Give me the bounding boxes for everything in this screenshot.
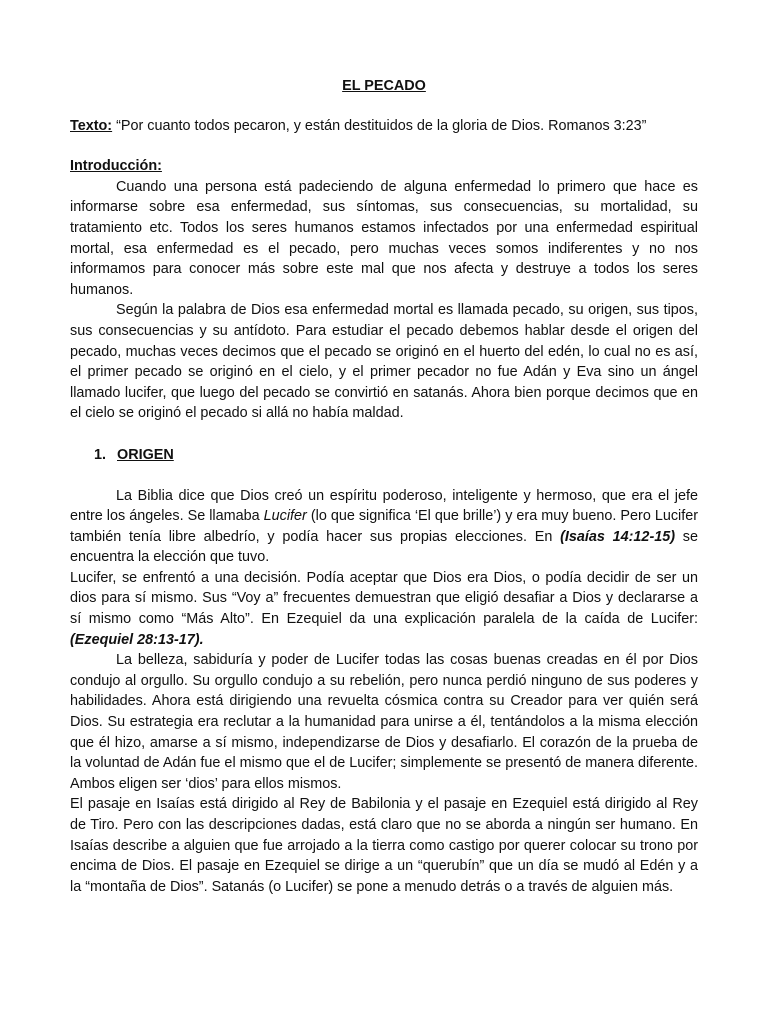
origen-paragraph-2 <box>70 568 698 650</box>
isaias-reference: (Isaías 14:12-15) <box>560 528 676 545</box>
texto-label: Texto: <box>70 117 113 134</box>
origen-paragraph-1 <box>70 486 698 568</box>
introduccion-label: Introducción: <box>70 158 162 175</box>
document-title: EL PECADO <box>342 78 426 94</box>
ezequiel-reference: (Ezequiel 28:13-17). <box>70 631 204 648</box>
origen-p1-text-b: (lo que significa ‘El que brille’) y era muy bueno. Pero Lucifer también tenía libre albedrío, y podía hacer sus propias elecciones. En <box>70 508 699 545</box>
section-heading-origen <box>94 445 698 466</box>
section-title: ORIGEN <box>117 446 174 463</box>
origen-p2-text: Lucifer, se enfrentó a una decisión. Podía aceptar que Dios era Dios, o podía decidir de ser un dios para sí mismo. Sus “Voy a” frecuentes demuestran que eligió desafiar a Dios y declararse a sí mismo como “Más Alto”. En Ezequiel da una explicación paralela de la caída de Lucifer: <box>70 569 698 628</box>
intro-paragraph-1: Cuando una persona está padeciendo de alguna enfermedad lo primero que hace es informarse sobre esa enfermedad, sus síntomas, sus consecuencias, su mortalidad, su tratamiento etc. Todos los seres humanos estamos infectados por una enfermedad espiritual mortal, esa enfermedad es el pecado, pero muchas veces somos indiferentes y no nos informamos para conocer más sobre este mal que nos afecta y destruye a todos los seres humanos. <box>70 178 698 298</box>
origen-p1-text-c: se encuentra la elección que tuvo. <box>70 528 698 566</box>
origen-p1-text-a: La Biblia dice que Dios creó un espíritu poderoso, inteligente y hermoso, que era el jefe entre los ángeles. Se llamaba <box>70 487 698 525</box>
origen-paragraph-3: La belleza, sabiduría y poder de Lucifer todas las cosas buenas creadas en él por Dios condujo al orgullo. Su orgullo condujo a su rebelión, pero nunca perdió ninguno de sus poderes y habilidades. Ahora está dirigiendo una revuelta cósmica contra su Creador para ver quién será Dios. Su estrategia era reclutar a la humanidad para unirse a él, tentándolos a la misma elección que él hizo, amarse a sí mismo, independizarse de Dios y desafiarlo. El corazón de la prueba de la voluntad de Adán fue el mismo que el de Lucifer; simplemente se presentó de manera diferente. Ambos eligen ser ‘dios’ para ellos mismos. <box>70 652 698 792</box>
texto-line <box>70 116 698 137</box>
lucifer-italic: Lucifer <box>263 508 307 525</box>
origen-paragraph-4: El pasaje en Isaías está dirigido al Rey de Babilonia y el pasaje en Ezequiel está dirigido al Rey de Tiro. Pero con las descripciones dadas, está claro que no se aborda a ningún ser humano. En Isaías describe a alguien que fue arrojado a la tierra como castigo por querer colocar su trono por encima de Dios. El pasaje en Ezequiel se dirige a un “querubín” que un día se mudó al Edén y a la “montaña de Dios”. Satanás (o Lucifer) se pone a menudo detrás o a través de alguien más. <box>70 796 698 895</box>
texto-quote: “Por cuanto todos pecaron, y están destituidos de la gloria de Dios. Romanos 3:23” <box>112 117 647 134</box>
section-number: 1. <box>94 446 107 463</box>
intro-paragraph-2: Según la palabra de Dios esa enfermedad mortal es llamada pecado, su origen, sus tipos, sus consecuencias y su antídoto. Para estudiar el pecado debemos hablar desde el origen del pecado, muchas veces decimos que el pecado se originó en el huerto del edén, lo cual no es así, el primer pecado se originó en el cielo, y el primer pecador no fue Adán y Eva sino un ángel llamado lucifer, que luego del pecado se convirtió en satanás. Ahora bien porque decimos que en el cielo se originó el pecado si allá no había maldad. <box>70 302 698 422</box>
